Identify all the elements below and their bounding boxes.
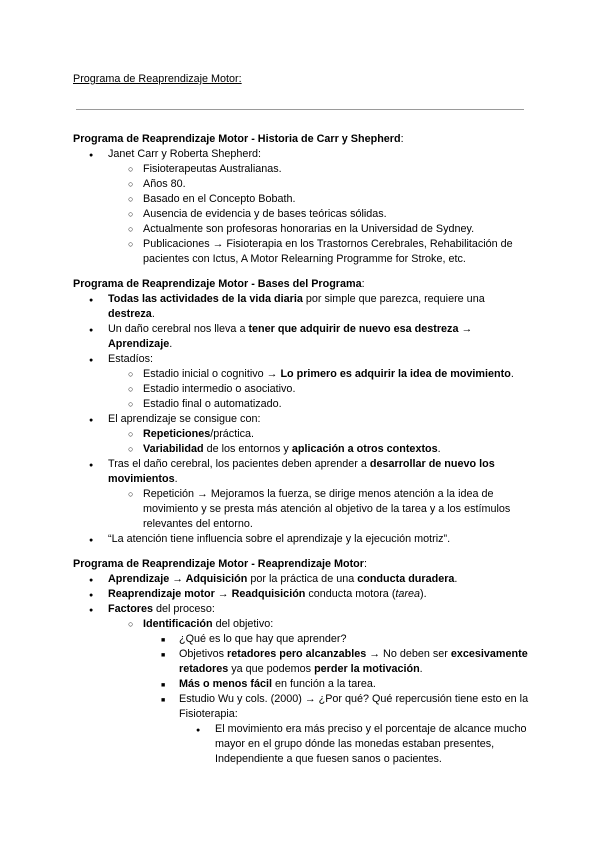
list-item-q3: ■ Más o menos fácil en función a la tarea.: [73, 677, 533, 692]
list-item: ○ Fisioterapeutas Australianas.: [73, 162, 533, 177]
horizontal-divider: [76, 109, 524, 110]
list-item-identificacion: ○ Identificación del objetivo:: [73, 617, 533, 632]
list-item-repeticiones: ○ Repeticiones/práctica.: [73, 427, 533, 442]
list-item: ○ Actualmente son profesoras honorarias en la Universidad de Sydney.: [73, 222, 533, 237]
list-item-actividades: ● Todas las actividades de la vida diaria por simple que parezca, requiere una destreza.: [73, 292, 533, 322]
list-item-quote: ● “La atención tiene influencia sobre el aprendizaje y la ejecución motriz”.: [73, 532, 533, 547]
list-item-q4: ■ Estudio Wu y cols. (2000) → ¿Por qué? Qué repercusión tiene esto en la Fisioterapia:: [73, 692, 533, 722]
list-item-readquisicion: ● Reaprendizaje motor → Readquisición conducta motora (tarea).: [73, 587, 533, 602]
list-item-stage-3: ○ Estadio final o automatizado.: [73, 397, 533, 412]
reaprendizaje-list: [73, 572, 533, 767]
list-item-repeticion: ○ Repetición → Mejoramos la fuerza, se dirige menos atención a la idea de movimiento y se presta más atención al objetivo de la tarea y a los estímulos relevantes del entorno.: [73, 487, 533, 532]
list-item-dano: ● Un daño cerebral nos lleva a tener que adquirir de nuevo esa destreza → Aprendizaje.: [73, 322, 533, 352]
list-item: ○ Basado en el Concepto Bobath.: [73, 192, 533, 207]
historia-list: [73, 147, 533, 267]
section-title-historia: Programa de Reaprendizaje Motor - Historia de Carr y Shepherd:: [73, 133, 404, 145]
list-item-authors: ● Janet Carr y Roberta Shepherd:: [73, 147, 533, 162]
list-item-aprendizaje: ● El aprendizaje se consigue con:: [73, 412, 533, 427]
section-bases: [73, 277, 533, 547]
list-item-factores: ● Factores del proceso:: [73, 602, 533, 617]
list-item-stage-1: ○ Estadio inicial o cognitivo → Lo primero es adquirir la idea de movimiento.: [73, 367, 533, 382]
list-item-adquisicion: ● Aprendizaje → Adquisición por la práctica de una conducta duradera.: [73, 572, 533, 587]
list-item-q1: ■ ¿Qué es lo que hay que aprender?: [73, 632, 533, 647]
list-item-q2: ■ Objetivos retadores pero alcanzables → No deben ser excesivamente retadores ya que podemos perder la motivación.: [73, 647, 533, 677]
section-historia: [73, 132, 533, 267]
list-item-tras-dano: ● Tras el daño cerebral, los pacientes deben aprender a desarrollar de nuevo los movimientos.: [73, 457, 533, 487]
list-item: ○ Publicaciones → Fisioterapia en los Trastornos Cerebrales, Rehabilitación de pacientes con Ictus, A Motor Relearning Programme for Stroke, etc.: [73, 237, 533, 267]
document-title: Programa de Reaprendizaje Motor:: [73, 73, 242, 85]
section-reaprendizaje: [73, 557, 533, 767]
list-item: ○ Ausencia de evidencia y de bases teóricas sólidas.: [73, 207, 533, 222]
bases-list: [73, 292, 533, 547]
list-item: ○ Años 80.: [73, 177, 533, 192]
list-item-q4-sub: ● El movimiento era más preciso y el porcentaje de alcance mucho mayor en el grupo dónde las monedas estaban presentes, Independiente a que fuesen sanos o pacientes.: [73, 722, 533, 767]
list-item-estadios: ● Estadíos:: [73, 352, 533, 367]
section-title-bases: Programa de Reaprendizaje Motor - Bases del Programa:: [73, 278, 365, 290]
section-title-reaprendizaje: Programa de Reaprendizaje Motor - Reaprendizaje Motor:: [73, 558, 367, 570]
list-item-stage-2: ○ Estadio intermedio o asociativo.: [73, 382, 533, 397]
list-item-variabilidad: ○ Variabilidad de los entornos y aplicación a otros contextos.: [73, 442, 533, 457]
